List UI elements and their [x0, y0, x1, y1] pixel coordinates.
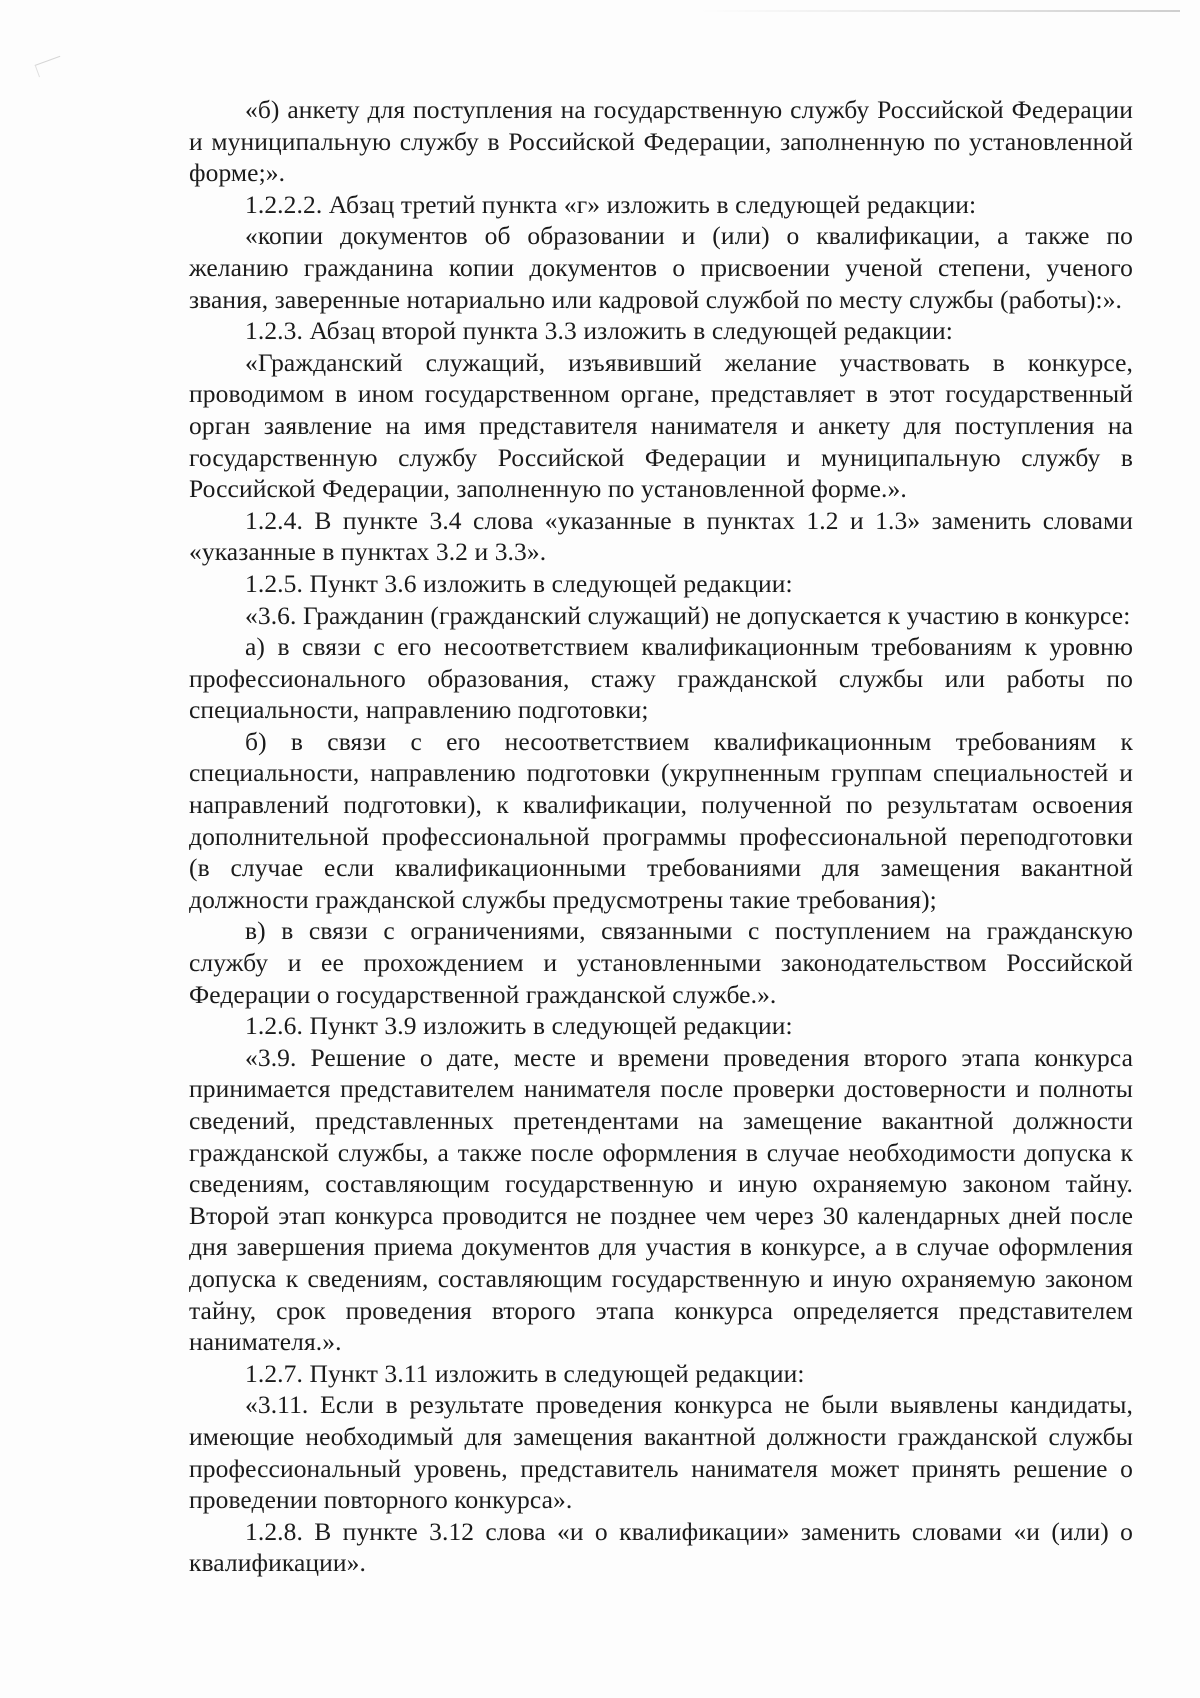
paragraph: «б) анкету для поступления на государственную службу Российской Федерации и муниципальную службу в Российской Федерации, заполненную по установленной форме;». [189, 95, 1133, 188]
paragraph: 1.2.6. Пункт 3.9 изложить в следующей редакции: [245, 1011, 793, 1041]
paragraph: 1.2.2.2. Абзац третий пункта «г» изложить в следующей редакции: [245, 189, 977, 219]
paragraph: «3.11. Если в результате проведения конкурса не были выявлены кандидаты, имеющие необходимый для замещения вакантной должности гражданской службы профессиональный уровень, представитель нанимателя может принять решение о проведении повторного конкурса». [189, 1390, 1133, 1515]
paragraph: 1.2.3. Абзац второй пункта 3.3 изложить в следующей редакции: [245, 316, 953, 346]
document-body [189, 94, 1133, 1579]
paragraph: «копии документов об образовании и (или) о квалификации, а также по желанию гражданина копии документов о присвоении ученой степени, ученого звания, заверенные нотариально или кадровой службой по месту службы (работы):». [189, 221, 1133, 314]
paragraph: 1.2.5. Пункт 3.6 изложить в следующей редакции: [245, 568, 793, 598]
paragraph: «Гражданский служащий, изъявивший желание участвовать в конкурсе, проводимом в ином государственном органе, представляет в этот государственный орган заявление на имя представителя нанимателя и анкету для поступления на государственную службу Российской Федерации и муниципальную службу в Российской Федерации, заполненную по установленной форме.». [189, 347, 1133, 504]
scan-edge-line [700, 10, 1180, 12]
paragraph: а) в связи с его несоответствием квалификационным требованиям к уровню профессионального образования, стажу гражданской службы или работы по специальности, направлению подготовки; [189, 632, 1133, 725]
paragraph: в) в связи с ограничениями, связанными с поступлением на гражданскую службу и ее прохождением и установленными законодательством Российской Федерации о государственной гражданской службе.». [189, 916, 1133, 1009]
paragraph: «3.6. Гражданин (гражданский служащий) не допускается к участию в конкурсе: [245, 600, 1131, 630]
paragraph: 1.2.4. В пункте 3.4 слова «указанные в пунктах 1.2 и 1.3» заменить словами «указанные в пунктах 3.2 и 3.3». [189, 505, 1133, 567]
paragraph: «3.9. Решение о дате, месте и времени проведения второго этапа конкурса принимается представителем нанимателя после проверки достоверности и полноты сведений, представленных претендентами на замещение вакантной должности гражданской службы, а также после оформления в случае необходимости допуска к сведениям, составляющим государственную и иную охраняемую законом тайну. Второй этап конкурса проводится не позднее чем через 30 календарных дней после дня завершения приема документов для участия в конкурсе, а в случае оформления допуска к сведениям, составляющим государственную и иную охраняемую законом тайну, срок проведения второго этапа конкурса определяется представителем нанимателя.». [189, 1042, 1133, 1357]
paragraph: 1.2.7. Пункт 3.11 изложить в следующей редакции: [245, 1358, 805, 1388]
scan-artifact [35, 56, 65, 77]
paragraph: б) в связи с его несоответствием квалификационным требованиям к специальности, направлению подготовки (укрупненным группам специальностей и направлений подготовки), к квалификации, полученной по результатам освоения дополнительной профессиональной программы профессиональной переподготовки (в случае если квалификационными требованиями для замещения вакантной должности гражданской службы предусмотрены такие требования); [189, 726, 1133, 914]
paragraph: 1.2.8. В пункте 3.12 слова «и о квалификации» заменить словами «и (или) о квалификации». [189, 1516, 1133, 1578]
